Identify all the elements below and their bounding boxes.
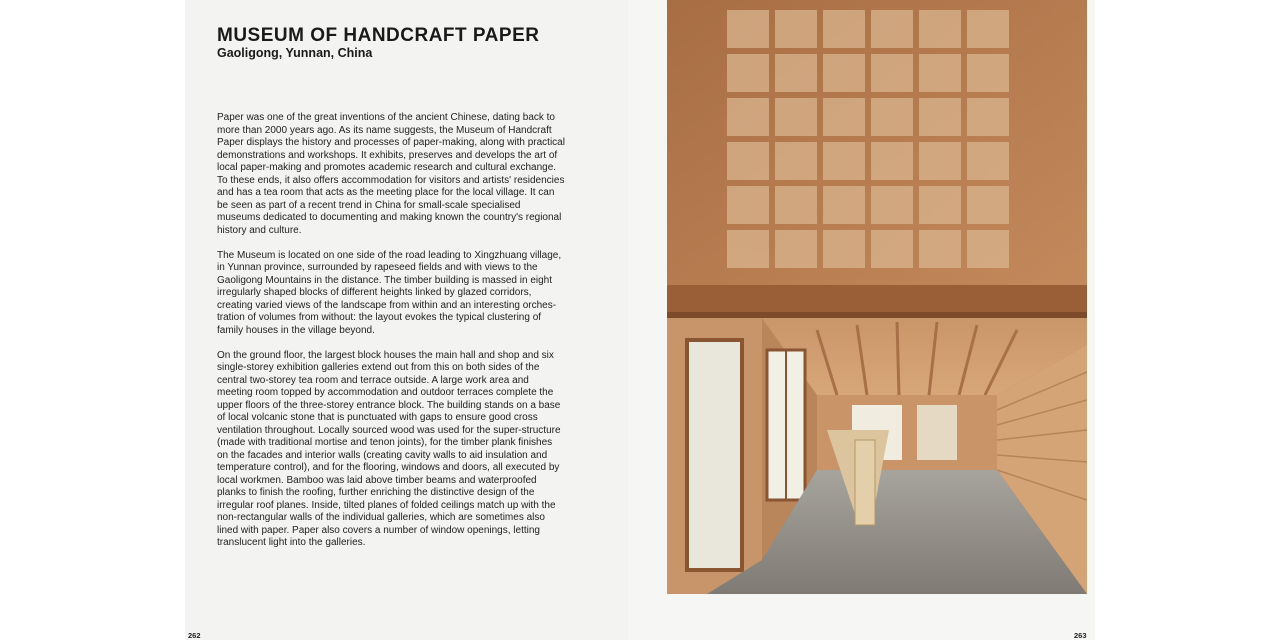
article-body (217, 112, 565, 562)
paragraph-3: On the ground floor, the largest block houses the main hall and shop and six single-storey exhibition galleries extend out from this on both sides of the central two-storey tea room and terrace outside. A large work area and meeting room topped by accommodation and outdoor terraces complete the upper floors of the three-storey entrance block. The building stands on a base of local volcanic stone that is punctuated with gaps to ensure good cross ventilation throughout. Locally sourced wood was used for the super-structure (made with traditional mortise and tenon joints), for the timber plank finishes on the facades and interior walls (creating cavity walls to aid insulation and temperature control), and for the flooring, windows and doors, all executed by local workmen. Bamboo was laid above timber beams and waterproofed planks to finish the roofing, further enriching the distinctive design of the irregular roof planes. Inside, tilted planes of folded ceilings match up with the non-rectangular walls of the individual galleries, which are sometimes also lined with paper. Paper also covers a number of window openings, letting translucent light into the galleries. (217, 349, 561, 548)
page-number-left: 262 (188, 631, 201, 640)
article-location: Gaoligong, Yunnan, China (217, 46, 373, 60)
paragraph-2: The Museum is located on one side of the road leading to Xingzhuang village, in Yunnan province, surrounded by rapeseed fields and with views to the Gaoligong Mountains in the distance. The timber building is massed in eight irregularly shaped blocks of different heights linked by glazed corridors, creating varied views of the landscape from within and an interesting orches-tration of volumes from without: the layout evokes the typical clustering of family houses in the village beyond. (217, 249, 562, 336)
paragraph-1: Paper was one of the great inventions of the ancient Chinese, dating back to more than 2000 years ago. As its name suggests, the Museum of Handcraft Paper displays the history and processes of paper-making, along with practical demonstrations and workshops. It exhibits, preserves and develops the art of local paper-making and promotes academic research and cultural exchange. To these ends, it also offers accommodation for visitors and artists' residencies and has a tea room that acts as the meeting place for the local village. It can be seen as part of a recent trend in China for small-scale specialised museums dedicated to documenting and making known the country's regional history and culture. (217, 112, 565, 236)
article-title: MUSEUM OF HANDCRAFT PAPER (217, 25, 540, 46)
page-number-right: 263 (1074, 631, 1087, 640)
interior-photo (667, 0, 1087, 594)
